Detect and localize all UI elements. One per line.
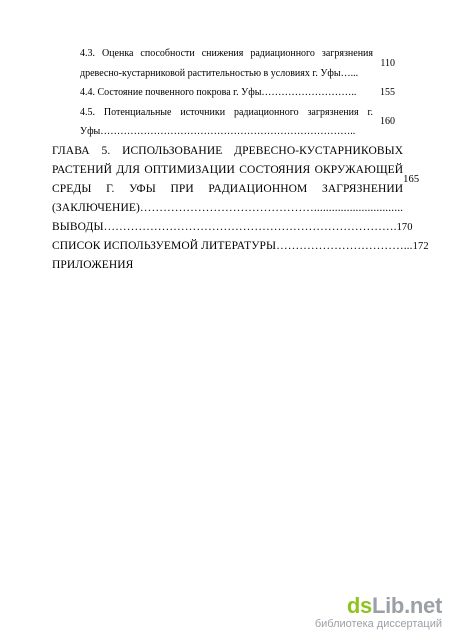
dslib-tagline: библиотека диссертаций	[314, 618, 442, 630]
table-of-contents	[52, 44, 429, 275]
toc-line: ГЛАВА 5. ИСПОЛЬЗОВАНИЕ ДРЕВЕСНО-КУСТАРНИКОВЫХ	[52, 144, 404, 157]
toc-line: 4.4. Состояние почвенного покрова г. Уфы………………………..	[80, 87, 357, 98]
toc-page-number: 170	[396, 221, 413, 233]
toc-entry-text	[80, 103, 373, 142]
toc-line: Уфы…………………………………………………………………..	[80, 126, 356, 137]
toc-line: ПРИЛОЖЕНИЯ	[52, 258, 134, 271]
toc-page-number	[373, 256, 395, 275]
toc-entry-text	[52, 218, 397, 237]
toc-line: (ЗАКЛЮЧЕНИЕ)………………………………………..............................	[52, 201, 404, 214]
toc-line: 4.5. Потенциальные источники радиационного загрязнения г.	[80, 106, 373, 118]
toc-entry-chapter-5	[52, 142, 420, 218]
toc-entry-text	[52, 142, 403, 218]
dslib-logo	[315, 595, 442, 617]
toc-entry-4-3	[52, 44, 395, 83]
toc-line: ВЫВОДЫ………………………………………………………………….	[52, 220, 397, 233]
toc-line: СРЕДЫ Г. УФЫ ПРИ РАДИАЦИОННОМ ЗАГРЯЗНЕНИИ	[52, 182, 404, 195]
toc-entry-references	[52, 237, 429, 256]
dslib-watermark	[315, 595, 442, 631]
toc-page-number: 155	[380, 87, 395, 98]
dslib-logo-ds: ds	[346, 593, 372, 618]
toc-line: 4.3. Оценка способности снижения радиационного загрязнения	[80, 48, 373, 59]
toc-entry-4-5	[52, 103, 395, 142]
toc-entry-text	[52, 256, 373, 275]
toc-page-number: 160	[380, 116, 395, 128]
toc-line: РАСТЕНИЙ ДЛЯ ОПТИМИЗАЦИИ СОСТОЯНИЯ ОКРУЖАЮЩЕЙ	[52, 163, 404, 176]
toc-page-number: 165	[403, 174, 420, 185]
toc-entry-text	[80, 83, 373, 103]
toc-line: СПИСОК ИСПОЛЬЗУЕМОЙ ЛИТЕРАТУРЫ……………………………...	[52, 239, 413, 252]
toc-entry-text	[80, 44, 373, 83]
toc-line: древесно-кустарниковой растительностью в условиях г. Уфы…...	[80, 67, 359, 79]
toc-entry-appendices	[52, 256, 395, 275]
dslib-logo-lib: Lib.net	[371, 593, 442, 618]
toc-entry-4-4	[52, 83, 395, 103]
toc-page-number: 110	[380, 57, 395, 69]
toc-entry-conclusions	[52, 218, 413, 237]
toc-entry-text	[52, 237, 413, 256]
toc-page-number: 172	[412, 240, 429, 252]
